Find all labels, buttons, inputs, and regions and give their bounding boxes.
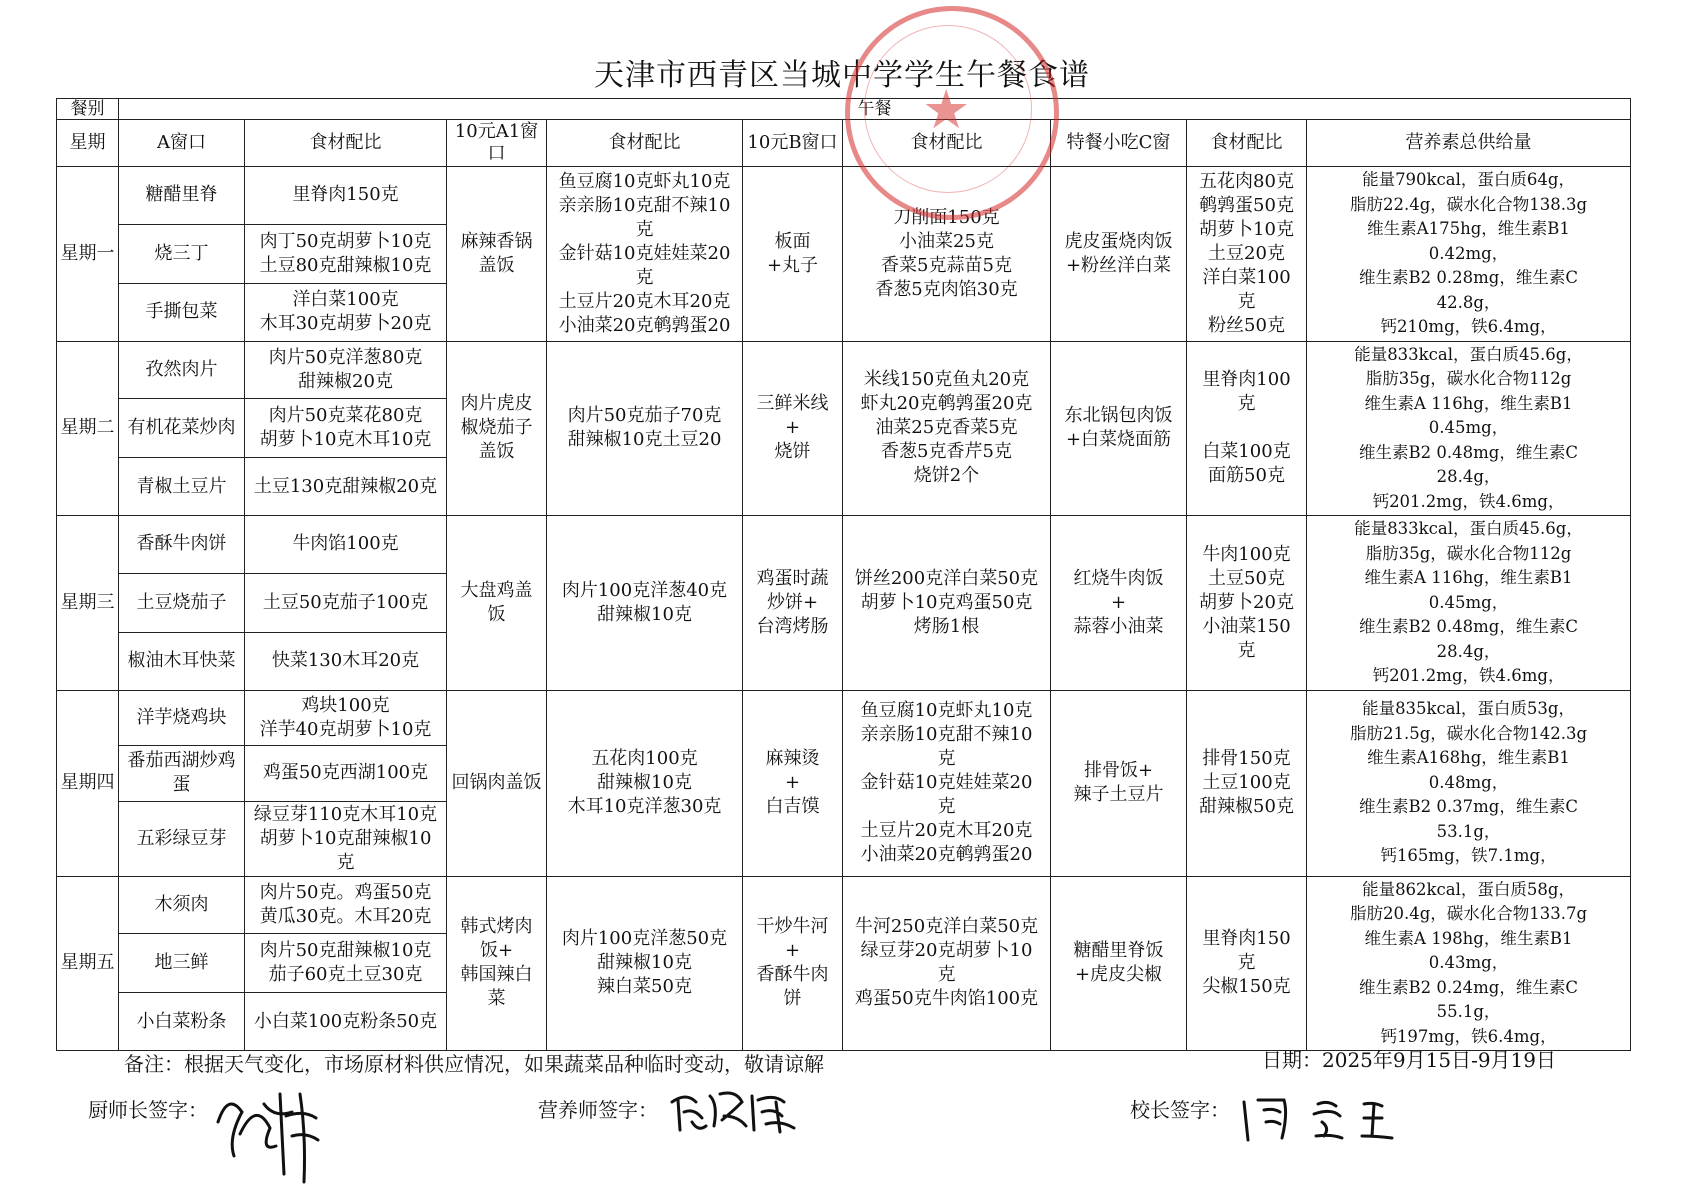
day-column-header: 星期 <box>57 120 119 167</box>
b-window-dish: 麻辣烫 + 白吉馍 <box>743 690 843 876</box>
a-window-ingredients: 牛肉馅100克 <box>245 516 447 574</box>
a-window-ingredients: 绿豆芽110克木耳10克 胡萝卜10克甜辣椒10 克 <box>245 801 447 876</box>
c-window-dish: 排骨饭+ 辣子土豆片 <box>1051 690 1187 876</box>
a-window-ingredients: 肉片50克洋葱80克 甜辣椒20克 <box>245 341 447 399</box>
c-window-ingredients: 五花肉80克 鹌鹑蛋50克 胡萝卜10克 土豆20克 洋白菜100 克 粉丝50克 <box>1187 167 1307 342</box>
b-window-dish: 干炒牛河 + 香酥牛肉 饼 <box>743 876 843 1051</box>
a-window-dish: 木须肉 <box>119 876 245 934</box>
a-window-ingredients: 肉片50克菜花80克 胡萝卜10克木耳10克 <box>245 399 447 458</box>
b-window-dish: 鸡蛋时蔬 炒饼+ 台湾烤肠 <box>743 516 843 691</box>
column-header: 食材配比 <box>1187 120 1307 167</box>
table-row <box>57 876 1631 934</box>
c-window-ingredients: 排骨150克 土豆100克 甜辣椒50克 <box>1187 690 1307 876</box>
c-window-dish: 红烧牛肉饭 + 蒜蓉小油菜 <box>1051 516 1187 691</box>
day-cell: 星期三 <box>57 516 119 691</box>
b-window-ingredients: 鱼豆腐10克虾丸10克 亲亲肠10克甜不辣10 克 金针菇10克娃娃菜20 克 土豆片20克木耳20克 小油菜20克鹌鹑蛋20 <box>843 690 1051 876</box>
a-window-dish: 有机花菜炒肉 <box>119 399 245 458</box>
c-window-ingredients: 里脊肉100 克 白菜100克 面筋50克 <box>1187 341 1307 516</box>
nutrition-summary: 能量833kcal，蛋白质45.6g， 脂肪35g，碳水化合物112g 维生素A 116hg，维生素B1 0.45mg， 维生素B2 0.48mg，维生素C 28.4g， 钙201.2mg，铁4.6mg， <box>1307 341 1631 516</box>
c-window-ingredients: 牛肉100克 土豆50克 胡萝卜20克 小油菜150 克 <box>1187 516 1307 691</box>
table-row <box>57 516 1631 574</box>
nutritionist-signature-label: 营养师签字： <box>538 1098 658 1122</box>
a1-window-dish: 回锅肉盖饭 <box>447 690 547 876</box>
a-window-dish: 小白菜粉条 <box>119 993 245 1051</box>
column-header: 食材配比 <box>547 120 743 167</box>
official-seal: ★ <box>845 6 1059 220</box>
a1-window-dish: 大盘鸡盖 饭 <box>447 516 547 691</box>
a-window-dish: 椒油木耳快菜 <box>119 632 245 690</box>
nutrition-summary: 能量835kcal，蛋白质53g， 脂肪21.5g，碳水化合物142.3g 维生素A168hg，维生素B1 0.48mg， 维生素B2 0.37mg，维生素C 53.1g， 钙165mg，铁7.1mg， <box>1307 690 1631 876</box>
b-window-ingredients: 牛河250克洋白菜50克 绿豆芽20克胡萝卜10 克 鸡蛋50克牛肉馅100克 <box>843 876 1051 1051</box>
c-window-dish: 东北锅包肉饭 +白菜烧面筋 <box>1051 341 1187 516</box>
nutritionist-signature <box>664 1082 814 1142</box>
page-title: 天津市西青区当城中学学生午餐食谱 <box>594 58 1090 93</box>
a1-window-ingredients: 五花肉100克 甜辣椒10克 木耳10克洋葱30克 <box>547 690 743 876</box>
column-header: 营养素总供给量 <box>1307 120 1631 167</box>
c-window-dish: 虎皮蛋烧肉饭 +粉丝洋白菜 <box>1051 167 1187 342</box>
a-window-ingredients: 鸡块100克 洋芋40克胡萝卜10克 <box>245 690 447 745</box>
day-cell: 星期二 <box>57 341 119 516</box>
a-window-dish: 手撕包菜 <box>119 283 245 341</box>
a1-window-dish: 麻辣香锅 盖饭 <box>447 167 547 342</box>
column-header: 10元B窗口 <box>743 120 843 167</box>
a-window-ingredients: 洋白菜100克 木耳30克胡萝卜20克 <box>245 283 447 341</box>
a-window-ingredients: 土豆130克甜辣椒20克 <box>245 458 447 516</box>
b-window-dish: 板面 +丸子 <box>743 167 843 342</box>
a1-window-dish: 韩式烤肉 饭+ 韩国辣白 菜 <box>447 876 547 1051</box>
column-header: 食材配比 <box>245 120 447 167</box>
a-window-dish: 五彩绿豆芽 <box>119 801 245 876</box>
b-window-ingredients: 饼丝200克洋白菜50克 胡萝卜10克鸡蛋50克 烤肠1根 <box>843 516 1051 691</box>
a-window-dish: 土豆烧茄子 <box>119 573 245 632</box>
a-window-ingredients: 土豆50克茄子100克 <box>245 573 447 632</box>
b-window-ingredients: 米线150克鱼丸20克 虾丸20克鹌鹑蛋20克 油菜25克香菜5克 香葱5克香芹5克 烧饼2个 <box>843 341 1051 516</box>
c-window-dish: 糖醋里脊饭 +虎皮尖椒 <box>1051 876 1187 1051</box>
footer-date: 日期：2025年9月15日-9月19日 <box>1262 1048 1557 1072</box>
c-window-ingredients: 里脊肉150 克 尖椒150克 <box>1187 876 1307 1051</box>
day-cell: 星期一 <box>57 167 119 342</box>
a-window-dish: 番茄西湖炒鸡蛋 <box>119 745 245 801</box>
a1-window-ingredients: 肉片100克洋葱50克 甜辣椒10克 辣白菜50克 <box>547 876 743 1051</box>
principal-signature <box>1236 1088 1436 1148</box>
column-header: 特餐小吃C窗 <box>1051 120 1187 167</box>
column-header: A窗口 <box>119 120 245 167</box>
meal-type-label: 餐别 <box>57 99 119 120</box>
b-window-dish: 三鲜米线 + 烧饼 <box>743 341 843 516</box>
a1-window-ingredients: 鱼豆腐10克虾丸10克 亲亲肠10克甜不辣10 克 金针菇10克娃娃菜20 克 土豆片20克木耳20克 小油菜20克鹌鹑蛋20 <box>547 167 743 342</box>
a-window-ingredients: 里脊肉150克 <box>245 167 447 225</box>
column-header: 食材配比 <box>843 120 1051 167</box>
nutrition-summary: 能量862kcal，蛋白质58g， 脂肪20.4g，碳水化合物133.7g 维生素A 198hg，维生素B1 0.43mg， 维生素B2 0.24mg，维生素C 55.1g， 钙197mg，铁6.4mg， <box>1307 876 1631 1051</box>
a-window-dish: 糖醋里脊 <box>119 167 245 225</box>
day-cell: 星期四 <box>57 690 119 876</box>
chef-signature-label: 厨师长签字： <box>88 1098 208 1122</box>
a-window-dish: 香酥牛肉饼 <box>119 516 245 574</box>
a-window-dish: 孜然肉片 <box>119 341 245 399</box>
nutrition-summary: 能量833kcal，蛋白质45.6g， 脂肪35g，碳水化合物112g 维生素A 116hg，维生素B1 0.45mg， 维生素B2 0.48mg，维生素C 28.4g， 钙201.2mg，铁4.6mg， <box>1307 516 1631 691</box>
a-window-ingredients: 小白菜100克粉条50克 <box>245 993 447 1051</box>
nutrition-summary: 能量790kcal，蛋白质64g， 脂肪22.4g，碳水化合物138.3g 维生素A175hg，维生素B1 0.42mg， 维生素B2 0.28mg，维生素C 42.8g， 钙210mg，铁6.4mg， <box>1307 167 1631 342</box>
b-window-ingredients: 刀削面150克 小油菜25克 香菜5克蒜苗5克 香葱5克肉馅30克 <box>843 167 1051 342</box>
table-row <box>57 690 1631 745</box>
table-row <box>57 167 1631 225</box>
a-window-ingredients: 肉丁50克胡萝卜10克 土豆80克甜辣椒10克 <box>245 224 447 283</box>
a-window-dish: 青椒土豆片 <box>119 458 245 516</box>
principal-signature-label: 校长签字： <box>1130 1098 1230 1122</box>
a-window-ingredients: 肉片50克甜辣椒10克 茄子60克土豆30克 <box>245 934 447 993</box>
meal-type-value: 午餐 <box>119 99 1631 120</box>
a1-window-dish: 肉片虎皮 椒烧茄子 盖饭 <box>447 341 547 516</box>
day-cell: 星期五 <box>57 876 119 1051</box>
footer-note: 备注：根据天气变化，市场原材料供应情况，如果蔬菜品种临时变动，敬请谅解 <box>124 1052 824 1076</box>
a-window-dish: 洋芋烧鸡块 <box>119 690 245 745</box>
a-window-dish: 地三鲜 <box>119 934 245 993</box>
lunch-menu-table <box>56 98 1631 1051</box>
a-window-dish: 烧三丁 <box>119 224 245 283</box>
column-header: 10元A1窗口 <box>447 120 547 167</box>
a-window-ingredients: 快菜130木耳20克 <box>245 632 447 690</box>
a-window-ingredients: 肉片50克。鸡蛋50克 黄瓜30克。木耳20克 <box>245 876 447 934</box>
a-window-ingredients: 鸡蛋50克西湖100克 <box>245 745 447 801</box>
chef-signature <box>200 1074 340 1184</box>
table-row <box>57 341 1631 399</box>
a1-window-ingredients: 肉片50克茄子70克 甜辣椒10克土豆20 <box>547 341 743 516</box>
a1-window-ingredients: 肉片100克洋葱40克 甜辣椒10克 <box>547 516 743 691</box>
